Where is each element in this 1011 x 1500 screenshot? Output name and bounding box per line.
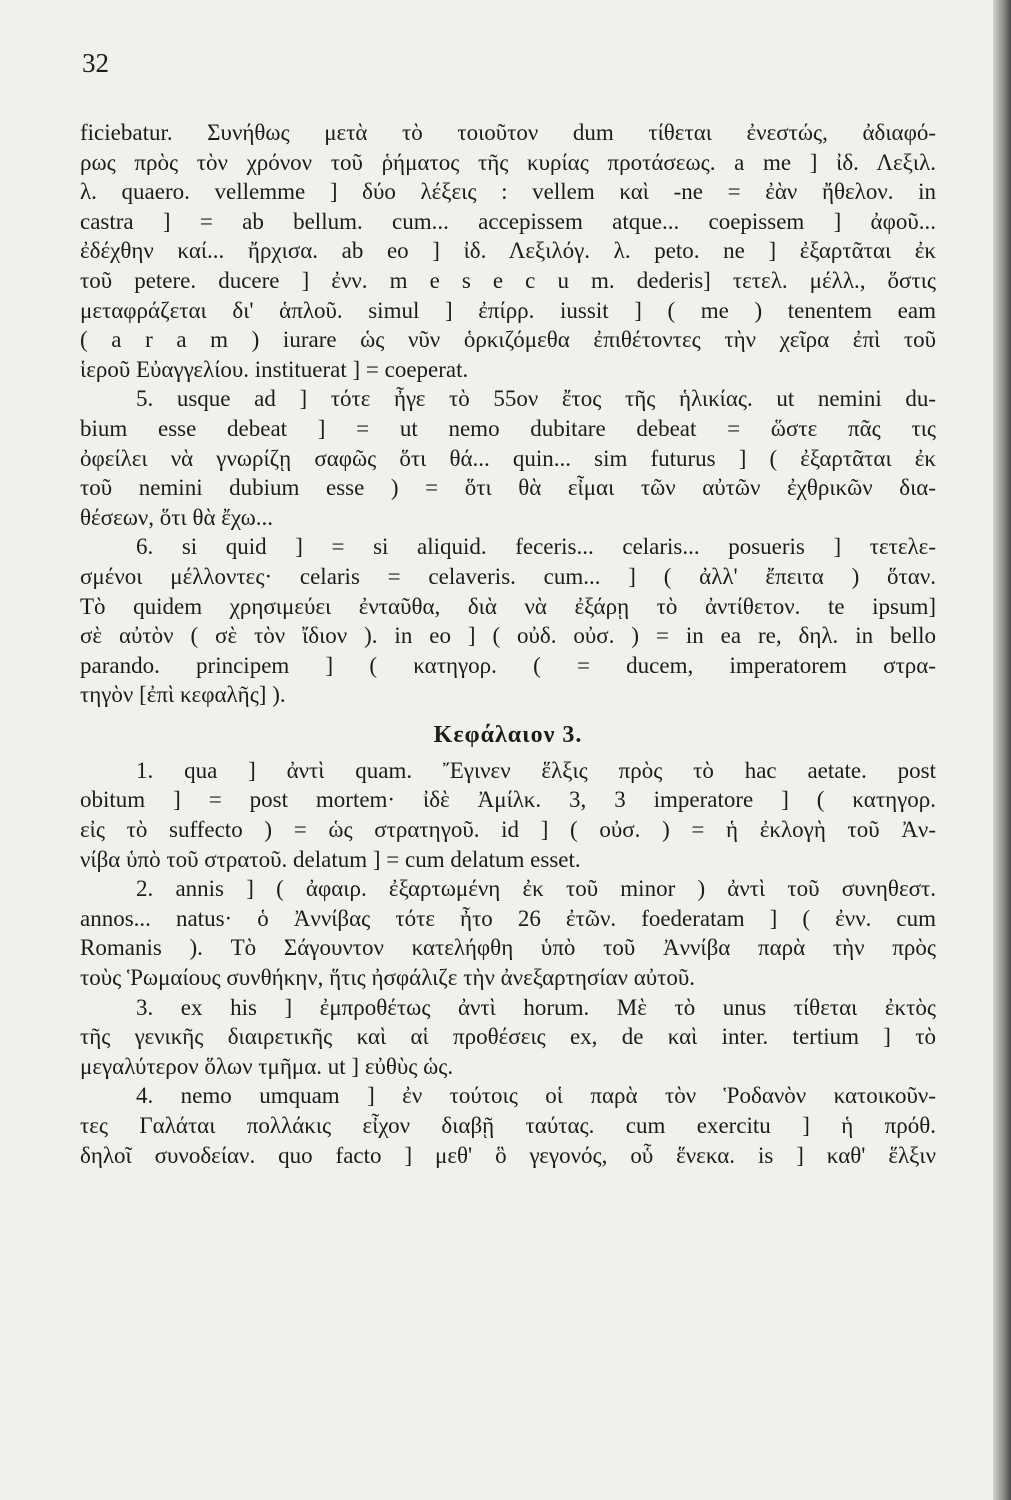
text-line: 5. usque ad ] τότε ἦγε τὸ 55ον ἔτος τῆς ἡλικίας. ut nemini du- [136, 386, 936, 412]
paragraph-5 [80, 384, 936, 532]
text-line: 6. si quid ] = si aliquid. feceris... celaris... posueris ] τετελε- [136, 534, 936, 560]
paragraph-chapter-4 [80, 1081, 936, 1170]
text-line: ἱεροῦ Εὐαγγελίου. instituerat ] = coeperat. [80, 356, 469, 382]
text-line: ὀφείλει νὰ γνωρίζῃ σαφῶς ὅτι θά... quin... sim futurus ] ( ἐξαρτᾶται ἐκ [80, 445, 936, 471]
text-line: σὲ αὐτὸν ( σὲ τὸν ἴδιον ). in eo ] ( οὐδ. οὐσ. ) = in ea re, δηλ. in bello [80, 623, 936, 649]
text-line: parando. principem ] ( κατηγορ. ( = ducem, imperatorem στρα- [80, 652, 936, 678]
text-line: τηγὸν [ἐπὶ κεφαλῆς] ). [80, 682, 286, 708]
text-line: obitum ] = post mortem· ἰδὲ Ἀμίλκ. 3, 3 imperatore ] ( κατηγορ. [80, 787, 936, 813]
text-line: castra ] = ab bellum. cum... accepissem atque... coepissem ] ἀφοῦ... [80, 208, 936, 234]
text-line: τῆς γενικῆς διαιρετικῆς καὶ αἱ προθέσεις ex, de καὶ inter. tertium ] τὸ [80, 1024, 936, 1050]
text-line: εἰς τὸ suffecto ) = ὡς στρατηγοῦ. id ] ( οὐσ. ) = ἡ ἐκλογὴ τοῦ Ἀν- [80, 817, 936, 843]
text-line: annos... natus· ὁ Ἀννίβας τότε ἦτο 26 ἐτῶν. foederatam ] ( ἐνν. cum [80, 905, 936, 931]
text-line: ἐδέχθην καί... ἤρχισα. ab eo ] ἰδ. Λεξιλόγ. λ. peto. ne ] ἐξαρτᾶται ἐκ [80, 238, 936, 264]
text-line: δηλοῖ συνοδείαν. quo facto ] μεθ' ὃ γεγονός, οὗ ἕνεκα. is ] καθ' ἕλξιν [80, 1142, 936, 1168]
text-line: 1. qua ] ἀντὶ quam. Ἔγινεν ἕλξις πρὸς τὸ hac aetate. post [136, 757, 936, 783]
text-line: νίβα ὑπὸ τοῦ στρατοῦ. delatum ] = cum delatum esset. [80, 846, 581, 872]
text-line: Romanis ). Τὸ Σάγουντον κατελήφθη ὑπὸ τοῦ Ἀννίβα παρὰ τὴν πρὸς [80, 935, 936, 961]
text-line: σμένοι μέλλοντες· celaris = celaveris. cum... ] ( ἀλλ' ἔπειτα ) ὅταν. [80, 563, 936, 589]
text-line: 3. ex his ] ἐμπροθέτως ἀντὶ horum. Μὲ τὸ unus τίθεται ἐκτὸς [136, 994, 936, 1020]
text-line: 2. annis ] ( ἀφαιρ. ἐξαρτωμένη ἐκ τοῦ minor ) ἀντὶ τοῦ συνηθεστ. [136, 876, 936, 902]
paragraph-6 [80, 532, 936, 710]
text-line: ficiebatur. Συνήθως μετὰ τὸ τοιοῦτον dum τίθεται ἐνεστώς, ἀδιαφό- [80, 120, 936, 145]
text-line: τοὺς Ῥωμαίους συνθήκην, ἥτις ἠσφάλιζε τὴν ἀνεξαρτησίαν αὐτοῦ. [80, 965, 696, 991]
text-line: 4. nemo umquam ] ἐν τούτοις οἱ παρὰ τὸν Ῥοδανὸν κατοικοῦν- [136, 1083, 936, 1109]
page-number: 32 [82, 48, 109, 78]
book-binding-edge [993, 0, 1011, 1500]
paragraph-intro [80, 118, 936, 384]
text-line: μεγαλύτερον ὅλων τμῆμα. ut ] εὐθὺς ὡς. [80, 1053, 454, 1079]
text-line: μεταφράζεται δι' ἁπλοῦ. simul ] ἐπίρρ. iussit ] ( me ) tenentem eam [80, 297, 936, 323]
text-line: λ. quaero. vellemme ] δύο λέξεις : vellem καὶ -ne = ἐὰν ἤθελον. in [80, 179, 936, 205]
page-body [80, 118, 936, 1170]
text-line: Τὸ quidem χρησιμεύει ἐνταῦθα, διὰ νὰ ἐξάρῃ τὸ ἀντίθετον. te ipsum] [80, 593, 936, 619]
paragraph-chapter-3 [80, 993, 936, 1082]
text-line: bium esse debeat ] = ut nemo dubitare debeat = ὥστε πᾶς τις [80, 415, 936, 441]
text-line: θέσεων, ὅτι θὰ ἔχω... [80, 504, 274, 530]
text-line: τες Γαλάται πολλάκις εἶχον διαβῇ ταύτας. cum exercitu ] ἡ πρόθ. [80, 1113, 936, 1138]
text-line: ρως πρὸς τὸν χρόνον τοῦ ῥήματος τῆς κυρίας προτάσεως. a me ] ἰδ. Λεξιλ. [80, 149, 936, 175]
text-line: ( a r a m ) iurare ὡς νῦν ὁρκιζόμεθα ἐπιθέτοντες τὴν χεῖρα ἐπὶ τοῦ [80, 327, 936, 353]
text-line: τοῦ petere. ducere ] ἐνν. m e s e c u m. dederis] τετελ. μέλλ., ὅστις [80, 267, 936, 293]
text-line: τοῦ nemini dubium esse ) = ὅτι θὰ εἶμαι τῶν αὐτῶν ἐχθρικῶν δια- [80, 475, 936, 501]
chapter-heading: Κεφάλαιον 3. [433, 721, 583, 748]
paragraph-chapter-2 [80, 874, 936, 992]
paragraph-chapter-1 [80, 756, 936, 874]
